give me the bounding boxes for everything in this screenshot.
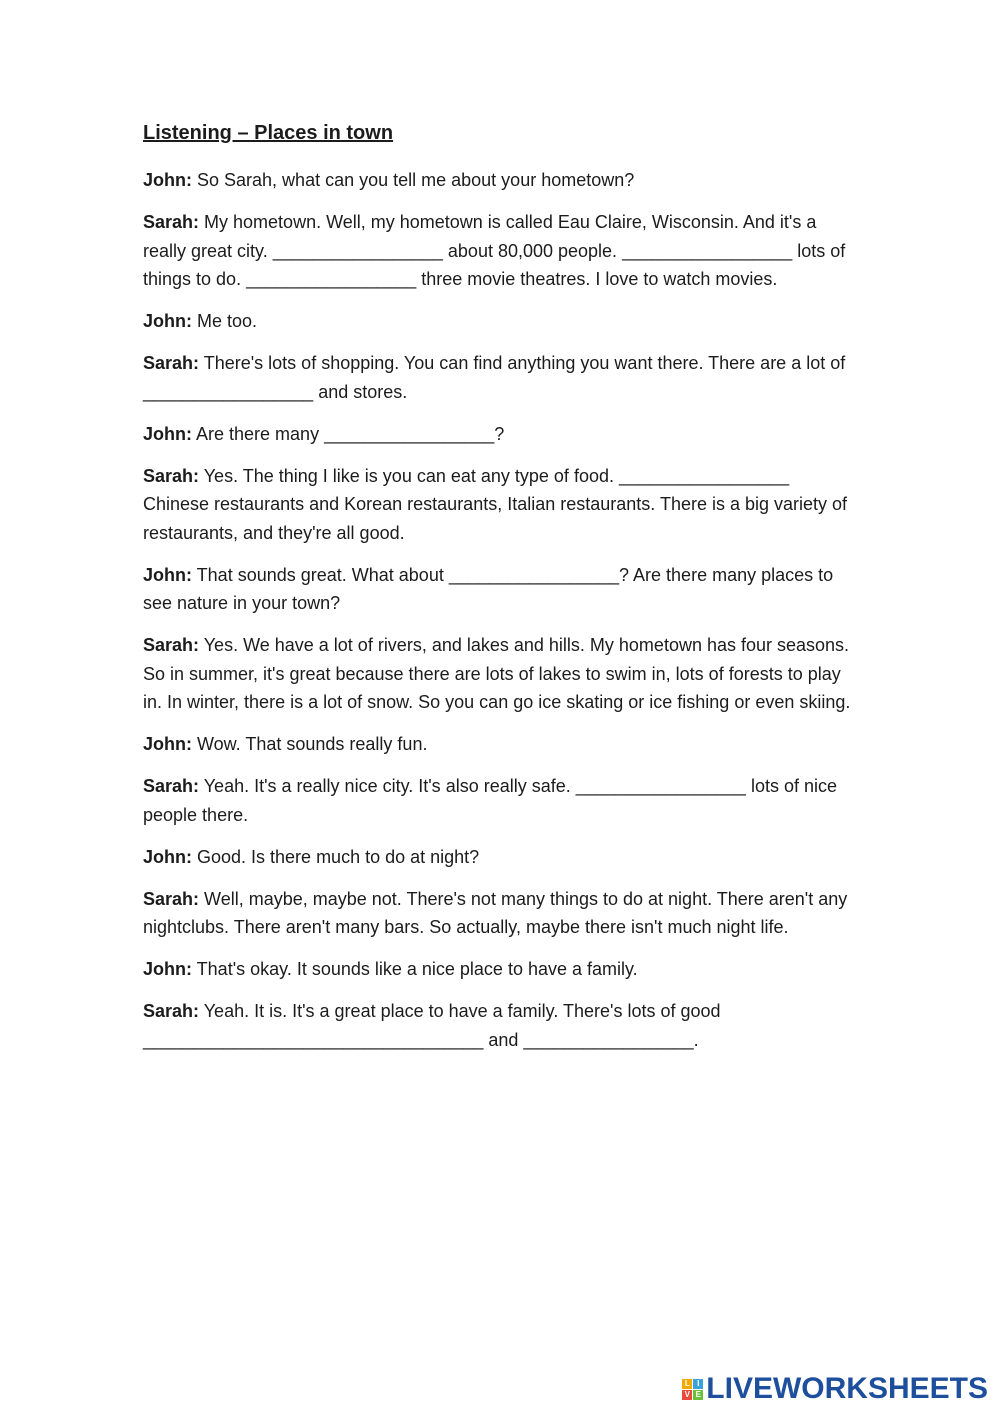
dialogue-text: Good. Is there much to do at night? xyxy=(192,846,480,867)
speaker-name: Sarah: xyxy=(143,635,200,655)
answer-blank[interactable]: _________________ xyxy=(246,269,417,289)
speaker-name: Sarah: xyxy=(143,776,200,796)
dialogue-text: Wow. That sounds really fun. xyxy=(192,734,428,754)
dialogue-text: So Sarah, what can you tell me about your hometown? xyxy=(192,170,635,190)
dialogue-text: ? Are there many places to see nature in your town? xyxy=(143,564,834,613)
dialogue-turn xyxy=(143,772,859,829)
dialogue-text: That's okay. It sounds like a nice place to have a family. xyxy=(192,959,638,979)
dialogue-text: Well, maybe, maybe not. There's not many things to do at night. There aren't any nightclubs. There aren't many bars. So actually, maybe there isn't much night life. xyxy=(143,888,848,937)
logo-mark-letter: V xyxy=(682,1390,692,1400)
liveworksheets-logo[interactable] xyxy=(682,1374,988,1404)
dialogue-text: Yeah. It is. It's a great place to have a family. There's lots of good xyxy=(199,1001,721,1021)
speaker-name: John: xyxy=(143,734,192,754)
dialogue-text: and xyxy=(483,1029,524,1050)
dialogue-text: Me too. xyxy=(192,311,258,331)
dialogue xyxy=(143,166,859,1054)
dialogue-text: and stores. xyxy=(313,381,408,402)
dialogue-text: lots of things to do. xyxy=(143,240,846,289)
speaker-name: John: xyxy=(143,564,192,585)
dialogue-text: Are there many xyxy=(192,423,325,444)
answer-blank[interactable]: _________________ xyxy=(622,240,793,261)
dialogue-turn xyxy=(143,420,859,449)
speaker-name: John: xyxy=(143,423,192,444)
dialogue-text: My hometown. Well, my hometown is called Eau Claire, Wisconsin. And it's a really great city. xyxy=(143,212,817,261)
dialogue-text: Chinese restaurants and Korean restaurants, Italian restaurants. There is a big variety of restaurants, and they're all good. xyxy=(143,494,848,543)
speaker-name: Sarah: xyxy=(143,888,200,909)
dialogue-text: Yeah. It's a really nice city. It's also really safe. xyxy=(199,776,576,796)
speaker-name: Sarah: xyxy=(143,212,200,232)
dialogue-text: Yes. The thing I like is you can eat any type of food. xyxy=(199,465,619,486)
speaker-name: John: xyxy=(143,170,192,190)
dialogue-turn xyxy=(143,885,859,942)
dialogue-text: . xyxy=(693,1029,699,1050)
answer-blank[interactable]: _________________ xyxy=(143,1029,314,1050)
dialogue-turn xyxy=(143,997,859,1054)
dialogue-text: There's lots of shopping. You can find anything you want there. There are a lot of xyxy=(199,353,846,373)
dialogue-turn xyxy=(143,561,859,618)
dialogue-turn xyxy=(143,462,859,548)
logo-mark-letter: E xyxy=(693,1390,703,1400)
speaker-name: John: xyxy=(143,846,192,867)
logo-mark-icon xyxy=(682,1379,703,1400)
dialogue-turn xyxy=(143,307,859,336)
worksheet xyxy=(143,118,859,1068)
speaker-name: John: xyxy=(143,311,192,331)
dialogue-turn xyxy=(143,843,859,872)
dialogue-turn xyxy=(143,166,859,195)
dialogue-turn xyxy=(143,631,859,717)
dialogue-text: That sounds great. What about xyxy=(192,564,449,585)
answer-blank[interactable]: _________________ xyxy=(313,1029,484,1050)
page-title: Listening – Places in town xyxy=(143,122,394,144)
speaker-name: Sarah: xyxy=(143,465,200,486)
logo-mark-letter: L xyxy=(682,1379,692,1389)
dialogue-turn xyxy=(143,349,859,406)
dialogue-text: Yes. We have a lot of rivers, and lakes and hills. My hometown has four seasons. So in summer, it's great because there are lots of lakes to swim in, lots of forests to play in. In winter, there is a lot of snow. So you can go ice skating or ice fishing or even skiing. xyxy=(143,635,851,712)
answer-blank[interactable]: _________________ xyxy=(618,465,790,486)
speaker-name: John: xyxy=(143,959,192,979)
dialogue-text: lots of nice people there. xyxy=(143,776,837,825)
dialogue-text: ? xyxy=(494,423,505,444)
dialogue-turn xyxy=(143,730,859,759)
speaker-name: Sarah: xyxy=(143,1001,200,1021)
logo-text: LIVEWORKSHEETS xyxy=(706,1372,988,1405)
dialogue-turn xyxy=(143,208,859,294)
speaker-name: Sarah: xyxy=(143,353,200,373)
dialogue-text: three movie theatres. I love to watch movies. xyxy=(416,269,778,289)
answer-blank[interactable]: _________________ xyxy=(448,564,620,585)
dialogue-text: about 80,000 people. xyxy=(442,240,623,261)
dialogue-turn xyxy=(143,955,859,984)
answer-blank[interactable]: _________________ xyxy=(575,776,746,796)
answer-blank[interactable]: _________________ xyxy=(143,381,314,402)
answer-blank[interactable]: _________________ xyxy=(324,423,495,444)
answer-blank[interactable]: _________________ xyxy=(523,1029,694,1050)
answer-blank[interactable]: _________________ xyxy=(272,240,443,261)
logo-mark-letter: I xyxy=(693,1379,703,1389)
